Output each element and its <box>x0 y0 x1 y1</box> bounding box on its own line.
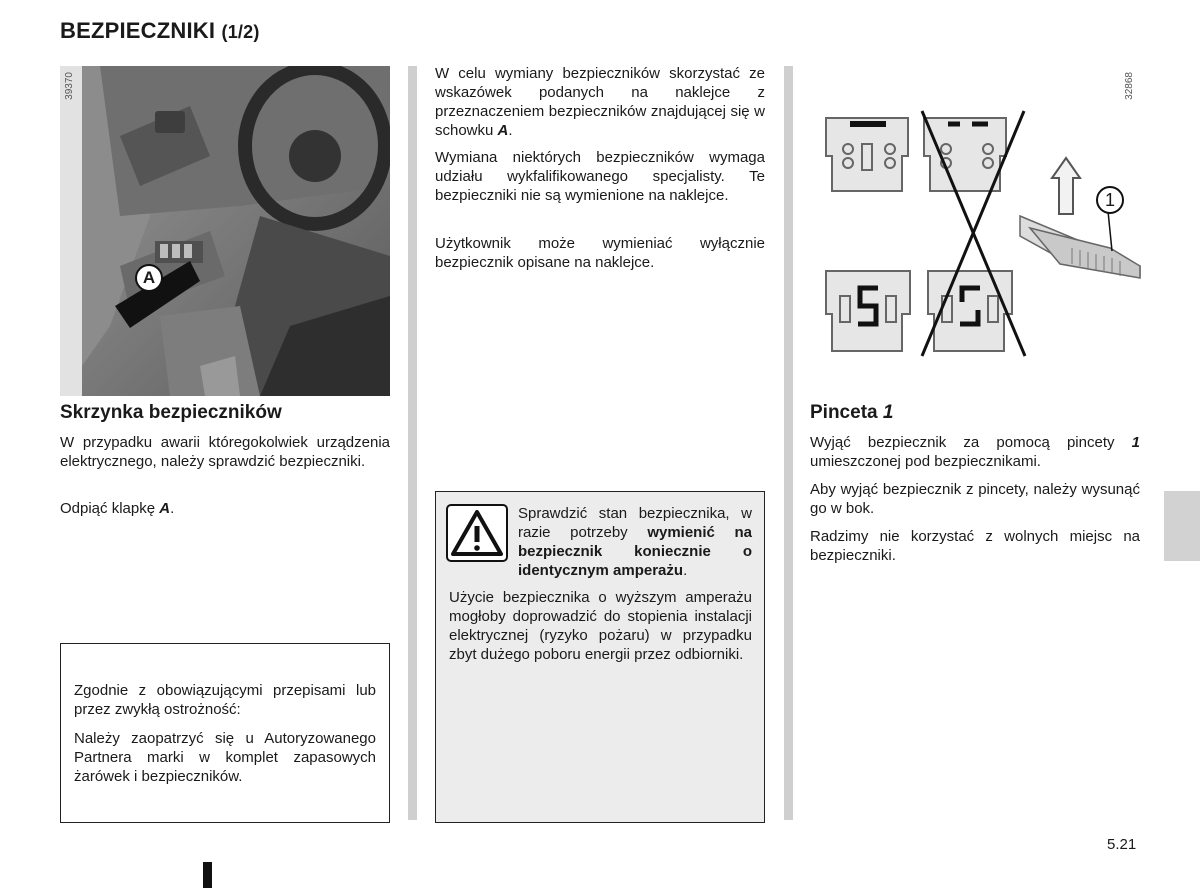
middle-p1-pre: W celu wymiany bezpieczników skorzystać ze wskazówek podanych na naklejce z przeznaczeniem bezpieczników znajdującej się w schowku <box>435 65 765 139</box>
page-title <box>60 18 260 44</box>
middle-paragraph-3: Użytkownik może wymieniać wyłącznie bezpiecznik opisane na naklejce. <box>435 235 765 271</box>
warning-paragraph-1 <box>518 504 752 580</box>
column-separator-2 <box>784 66 793 820</box>
note-box <box>60 643 390 823</box>
right-paragraph-1 <box>810 433 1140 471</box>
left-p2-ref: A <box>159 500 171 517</box>
right-p1-ref: 1 <box>1131 434 1140 451</box>
fuse-illustration <box>810 66 1145 396</box>
image-code-left: 39370 <box>64 72 75 100</box>
left-paragraph-1: W przypadku awarii któregokolwiek urządzenia elektrycznego, należy sprawdzić bezpieczniki. <box>60 434 390 470</box>
warning-pre: Sprawdzić stan bezpiecznika, w razie potrzeby <box>518 505 752 541</box>
warning-bold: wymienić na bezpiecznik koniecznie o identycznym amperażu <box>518 524 752 579</box>
warning-paragraph-2: Użycie bezpiecznika o wyższym amperażu mogłoby doprowadzić do stopienia instalacji elektrycznej (ryzyko pożaru) w przypadku zbyt dużego poboru energii przez odbiorniki. <box>449 589 752 663</box>
middle-paragraph-1 <box>435 64 765 140</box>
fuse-drawing <box>810 66 1145 396</box>
heading-tweezers <box>810 402 893 424</box>
image-code-right: 32868 <box>1124 72 1135 100</box>
middle-p1-post: . <box>508 122 513 139</box>
right-paragraph-2: Aby wyjąć bezpiecznik z pincety, należy wysunąć go w bok. <box>810 481 1140 517</box>
warning-post: . <box>683 562 688 579</box>
right-p1-pre: Wyjąć bezpiecznik za pomocą pincety <box>810 434 1132 451</box>
note-paragraph-1: Zgodnie z obowiązującymi przepisami lub przez zwykłą ostrożność: <box>74 682 376 718</box>
left-p2-post: . <box>170 500 175 517</box>
warning-triangle-icon <box>446 504 508 562</box>
footer-mark <box>203 862 212 888</box>
right-p1-post: umieszczonej pod bezpiecznikami. <box>810 453 1041 470</box>
middle-p1-ref: A <box>497 122 509 139</box>
right-paragraph-3: Radzimy nie korzystać z wolnych miejsc na bezpieczniki. <box>810 528 1140 564</box>
note-paragraph-2: Należy zaopatrzyć się u Autoryzowanego Partnera marki w komplet zapasowych żarówek i bezpieczników. <box>74 730 376 785</box>
page-number: 5.21 <box>1107 836 1137 853</box>
heading-tweezers-pre: Pinceta <box>810 402 883 423</box>
label-1-marker: 1 <box>1096 186 1124 214</box>
left-p2-pre: Odpiąć klapkę <box>60 500 160 517</box>
left-paragraph-2 <box>60 499 390 518</box>
car-interior-drawing <box>60 66 390 396</box>
label-a-marker: A <box>135 264 163 292</box>
title-main: BEZPIECZNIKI <box>60 18 216 43</box>
title-sub: (1/2) <box>221 22 260 42</box>
heading-fuse-box: Skrzynka bezpieczników <box>60 402 282 423</box>
car-interior-illustration <box>60 66 390 396</box>
heading-tweezers-ref: 1 <box>882 402 894 423</box>
column-separator-1 <box>408 66 417 820</box>
middle-paragraph-2: Wymiana niektórych bezpieczników wymaga udziału wykfalifikowanego specjalisty. Te bezpieczniki nie są wymienione na naklejce. <box>435 149 765 204</box>
chapter-tab <box>1164 491 1200 561</box>
warning-box <box>435 491 765 823</box>
